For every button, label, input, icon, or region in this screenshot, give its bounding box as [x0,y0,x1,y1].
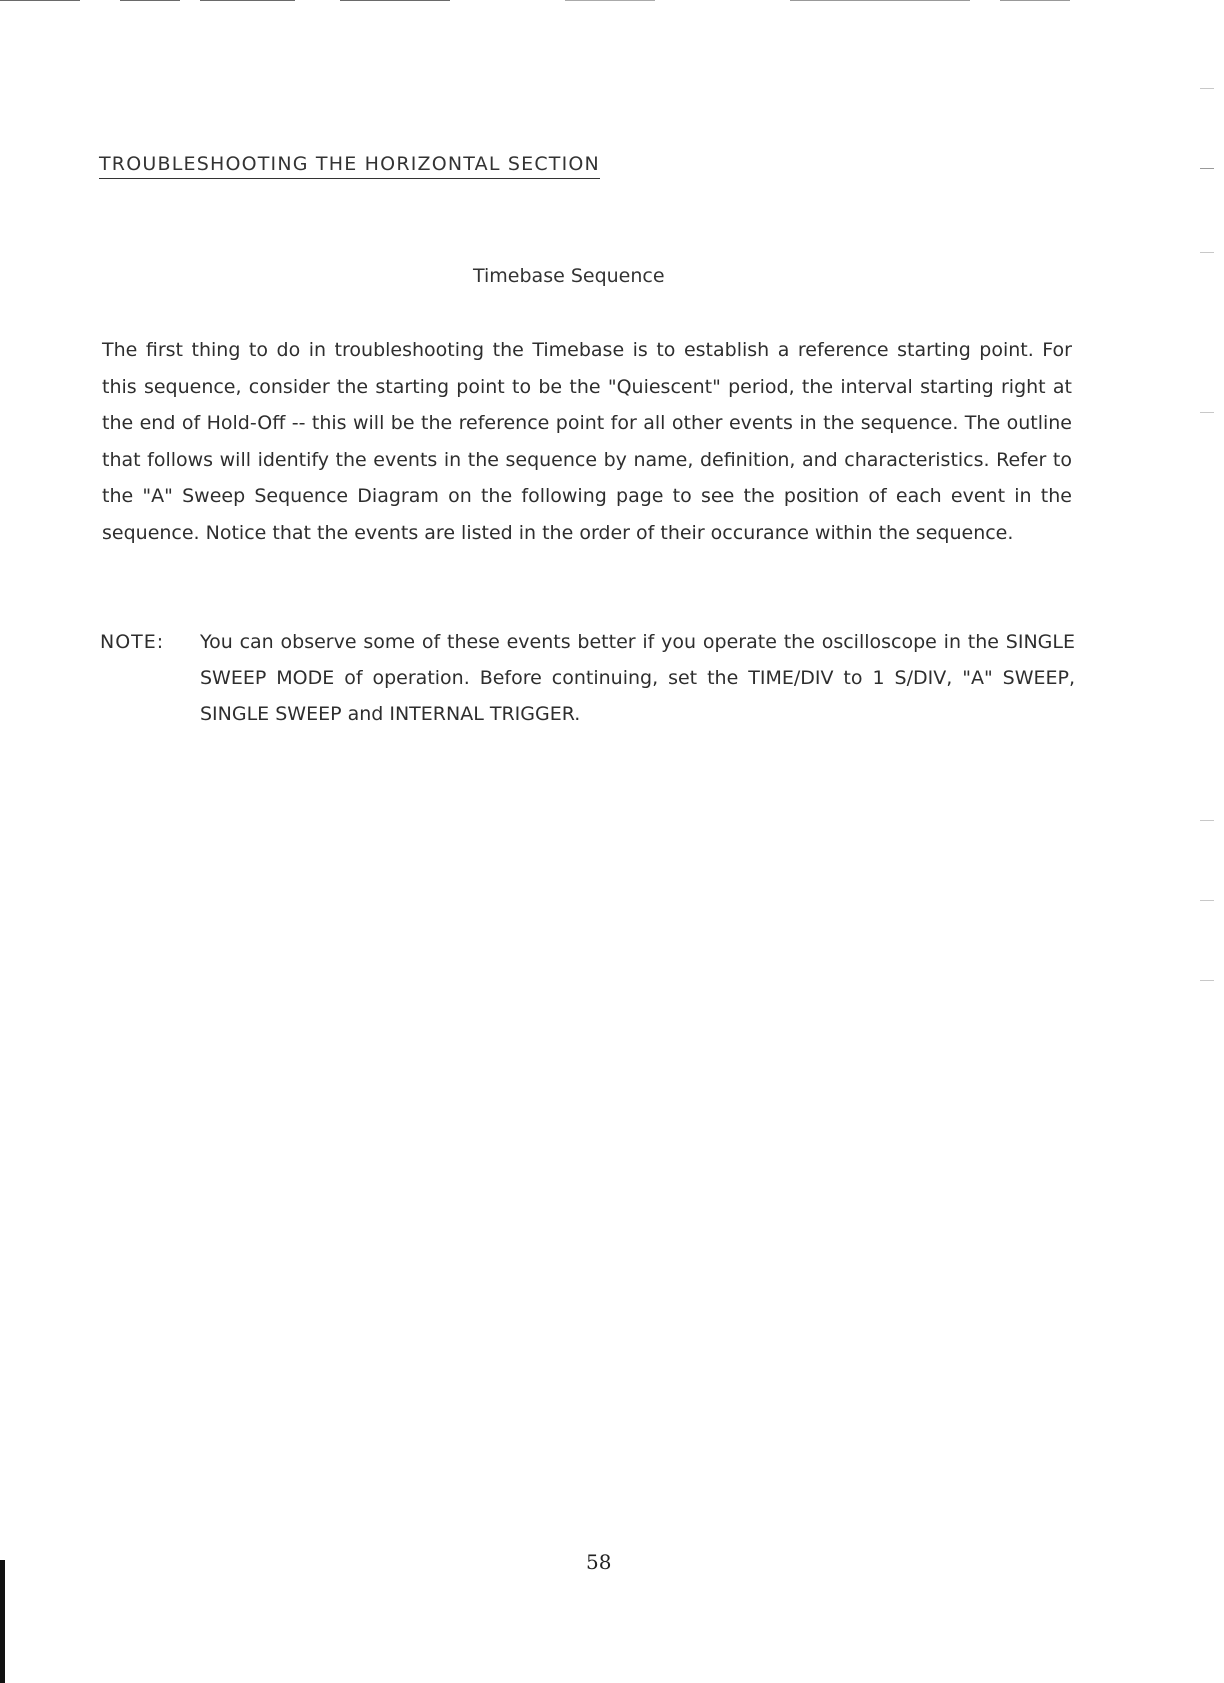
scan-edge-segment [0,0,80,1]
note-label: NOTE: [100,631,165,653]
section-heading: TROUBLESHOOTING THE HORIZONTAL SECTION [99,153,600,179]
scan-edge-segment [120,0,180,1]
note-block [100,624,1075,732]
page-number: 58 [586,1550,612,1574]
scan-edge-segment [340,0,450,1]
body-paragraph: The first thing to do in troubleshooting the Timebase is to establish a reference starting point. For this sequence, consider the starting point to be the "Quiescent" period, the interval starting right at the end of Hold-Off -- this will be the reference point for all other events in the sequence. The outline that follows will identify the events in the sequence by name, definition, and characteristics. Refer to the "A" Sweep Sequence Diagram on the following page to see the position of each event in the sequence. Notice that the events are listed in the order of their occurance within the sequence. [102,339,1072,544]
margin-tick [1200,168,1214,169]
scan-edge-left [0,1560,5,1683]
margin-tick [1200,252,1214,253]
subheading: Timebase Sequence [473,265,665,287]
scan-edge-segment [200,0,295,1]
scan-edge-segment [565,0,655,1]
scan-edge-segment [790,0,970,1]
margin-tick [1200,88,1214,89]
margin-tick [1200,412,1214,413]
scan-edge-segment [1000,0,1070,1]
note-text: You can observe some of these events better if you operate the oscilloscope in the SINGLE SWEEP MODE of operation. Before continuing, set the TIME/DIV to 1 S/DIV, "A" SWEEP, SINGLE SWEEP and INTERNAL TRIGGER. [200,631,1075,725]
margin-tick [1200,820,1214,821]
margin-tick [1200,900,1214,901]
scan-edge-top [0,0,1224,2]
margin-tick [1200,980,1214,981]
